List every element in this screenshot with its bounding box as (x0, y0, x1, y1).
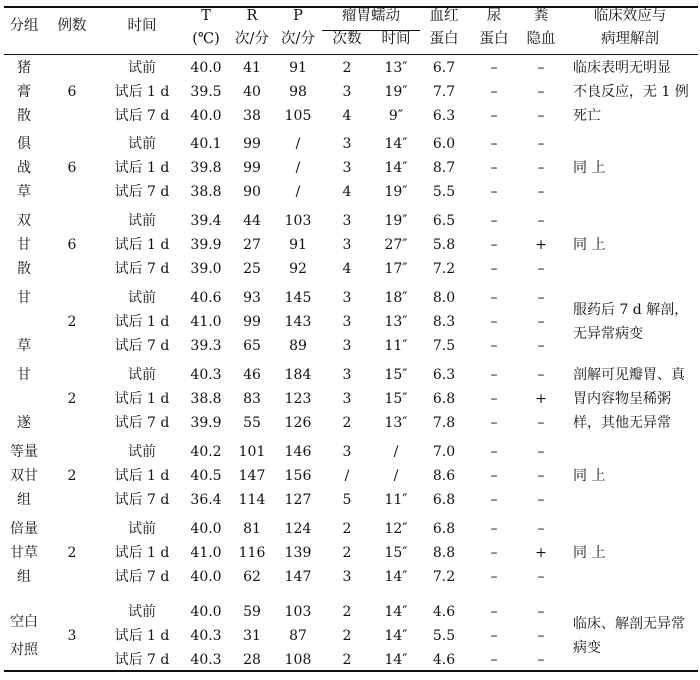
time-cell: 试后 7 d (114, 184, 170, 200)
rumen-count-cell: 3 (342, 84, 352, 100)
rumen-count-cell: 2 (342, 604, 352, 620)
temperature-cell: 40.0 (190, 604, 222, 620)
header-occult-blood: 隐血 (526, 31, 556, 47)
header-fecal: 粪 (533, 8, 549, 24)
clinical-note: 样，其他无异常 (573, 415, 671, 431)
group-name: 空白 (10, 614, 38, 630)
temperature-cell: 36.4 (190, 492, 222, 508)
group-name: 膏 (17, 84, 31, 100)
temperature-cell: 40.0 (190, 521, 222, 537)
time-cell: 试后 1 d (114, 160, 170, 176)
occult-blood-cell: – (537, 84, 545, 100)
group-name: 双甘 (10, 468, 38, 484)
respiration-cell: 81 (243, 521, 261, 537)
time-cell: 试前 (128, 604, 156, 620)
clinical-note: 同 上 (573, 237, 606, 253)
clinical-note: 同 上 (573, 160, 606, 176)
urine-protein-cell: – (490, 84, 498, 100)
respiration-cell: 101 (238, 444, 266, 460)
time-cell: 试后 7 d (114, 108, 170, 124)
bottom-rule (4, 670, 698, 672)
urine-protein-cell: – (490, 415, 498, 431)
time-cell: 试前 (128, 521, 156, 537)
rumen-time-cell: 19″ (384, 84, 408, 100)
urine-protein-cell: – (490, 628, 498, 644)
pulse-cell: 145 (284, 290, 312, 306)
group-name: 甘 (17, 290, 31, 306)
pulse-cell: / (295, 160, 301, 176)
occult-blood-cell: – (537, 415, 545, 431)
respiration-cell: 27 (243, 237, 261, 253)
urine-protein-cell: – (490, 60, 498, 76)
group-name: 组 (17, 492, 31, 508)
respiration-cell: 55 (243, 415, 261, 431)
header-clinical-effect: 临床效应与 (593, 8, 667, 24)
respiration-cell: 59 (243, 604, 261, 620)
temperature-cell: 40.3 (190, 367, 222, 383)
group-name: 散 (17, 261, 31, 277)
rumen-time-cell: 9″ (388, 108, 404, 124)
header-temperature: T (201, 8, 211, 24)
time-cell: 试后 7 d (114, 338, 170, 354)
sample-count: 6 (67, 84, 77, 100)
hemoglobin-cell: 5.5 (432, 628, 456, 644)
hemoglobin-cell: 6.8 (432, 492, 456, 508)
sample-count: 2 (67, 545, 77, 561)
group-name: 俱 (17, 136, 31, 152)
sample-count: 3 (67, 628, 77, 644)
sample-count: 2 (67, 391, 77, 407)
urine-protein-cell: – (490, 492, 498, 508)
respiration-cell: 90 (243, 184, 261, 200)
respiration-cell: 114 (238, 492, 266, 508)
rumen-time-cell: 17″ (384, 261, 408, 277)
rumen-time-cell: 14″ (384, 652, 408, 668)
clinical-note: 死亡 (573, 108, 601, 124)
header-rumen-count: 次数 (332, 31, 362, 47)
temperature-cell: 39.3 (190, 338, 222, 354)
pulse-cell: 87 (289, 628, 307, 644)
rumen-time-cell: 15″ (384, 367, 408, 383)
hemoglobin-cell: 8.3 (432, 314, 456, 330)
hemoglobin-cell: 8.7 (432, 160, 456, 176)
clinical-note: 无异常病变 (573, 326, 643, 342)
temperature-cell: 39.0 (190, 261, 222, 277)
urine-protein-cell: – (490, 184, 498, 200)
respiration-cell: 44 (243, 213, 261, 229)
sample-count: 2 (67, 314, 77, 330)
group-name: 散 (17, 108, 31, 124)
respiration-cell: 31 (243, 628, 261, 644)
pulse-cell: 139 (284, 545, 312, 561)
header-pulse-unit: 次/分 (281, 31, 315, 47)
header-time: 时间 (127, 18, 157, 34)
clinical-note: 胃内容物呈稀粥 (573, 391, 671, 407)
header-rumen-time: 时间 (381, 31, 411, 47)
rumen-time-cell: 12″ (384, 521, 408, 537)
rumen-time-cell: 27″ (384, 237, 408, 253)
pulse-cell: / (295, 136, 301, 152)
urine-protein-cell: – (490, 391, 498, 407)
urine-protein-cell: – (490, 237, 498, 253)
time-cell: 试后 1 d (114, 628, 170, 644)
rumen-time-cell: 13″ (384, 60, 408, 76)
group-name: 双 (17, 213, 31, 229)
respiration-cell: 116 (238, 545, 266, 561)
rumen-count-cell: 3 (342, 136, 352, 152)
rumen-count-cell: 2 (342, 628, 352, 644)
temperature-cell: 38.8 (190, 184, 222, 200)
occult-blood-cell: – (537, 136, 545, 152)
urine-protein-cell: – (490, 160, 498, 176)
group-name: 草 (17, 184, 31, 200)
respiration-cell: 83 (243, 391, 261, 407)
hemoglobin-cell: 6.3 (432, 367, 456, 383)
header-urine: 尿 (486, 8, 502, 24)
pulse-cell: 126 (284, 415, 312, 431)
rumen-time-cell: 14″ (384, 628, 408, 644)
group-name: 遂 (17, 415, 31, 431)
temperature-cell: 40.1 (190, 136, 222, 152)
time-cell: 试后 7 d (114, 492, 170, 508)
occult-blood-cell: + (535, 545, 547, 561)
occult-blood-cell: – (537, 444, 545, 460)
hemoglobin-cell: 6.0 (432, 136, 456, 152)
pulse-cell: 92 (289, 261, 307, 277)
temperature-cell: 40.2 (190, 444, 222, 460)
rumen-time-cell: 14″ (384, 604, 408, 620)
pulse-cell: 91 (289, 60, 307, 76)
rumen-count-cell: / (344, 468, 350, 484)
hemoglobin-cell: 5.5 (432, 184, 456, 200)
urine-protein-cell: – (490, 468, 498, 484)
group-name: 对照 (10, 642, 38, 658)
occult-blood-cell: – (537, 60, 545, 76)
pulse-cell: 124 (284, 521, 312, 537)
clinical-note: 临床表明无明显 (573, 60, 671, 76)
occult-blood-cell: – (537, 521, 545, 537)
rumen-time-cell: / (393, 468, 399, 484)
temperature-cell: 41.0 (190, 314, 222, 330)
urine-protein-cell: – (490, 314, 498, 330)
time-cell: 试前 (128, 367, 156, 383)
occult-blood-cell: – (537, 290, 545, 306)
rumen-time-cell: 14″ (384, 569, 408, 585)
header-count: 例数 (57, 18, 87, 34)
rumen-time-cell: 14″ (384, 160, 408, 176)
time-cell: 试前 (128, 136, 156, 152)
rumen-time-cell: 19″ (384, 184, 408, 200)
rumen-count-cell: 2 (342, 652, 352, 668)
rumen-count-cell: 3 (342, 338, 352, 354)
respiration-cell: 99 (243, 160, 261, 176)
respiration-cell: 147 (238, 468, 266, 484)
hemoglobin-cell: 7.7 (432, 84, 456, 100)
pulse-cell: 103 (284, 213, 312, 229)
temperature-cell: 40.5 (190, 468, 222, 484)
hemoglobin-cell: 8.6 (432, 468, 456, 484)
occult-blood-cell: – (537, 569, 545, 585)
temperature-cell: 39.9 (190, 237, 222, 253)
urine-protein-cell: – (490, 108, 498, 124)
respiration-cell: 62 (243, 569, 261, 585)
hemoglobin-cell: 7.2 (432, 261, 456, 277)
hemoglobin-cell: 5.8 (432, 237, 456, 253)
respiration-cell: 38 (243, 108, 261, 124)
pulse-cell: 103 (284, 604, 312, 620)
rumen-time-cell: 15″ (384, 545, 408, 561)
hemoglobin-cell: 8.0 (432, 290, 456, 306)
occult-blood-cell: – (537, 314, 545, 330)
urine-protein-cell: – (490, 136, 498, 152)
urine-protein-cell: – (490, 338, 498, 354)
time-cell: 试后 1 d (114, 237, 170, 253)
urine-protein-cell: – (490, 290, 498, 306)
group-name: 等量 (10, 444, 38, 460)
hemoglobin-cell: 8.8 (432, 545, 456, 561)
pulse-cell: 91 (289, 237, 307, 253)
group-name: 甘 (17, 237, 31, 253)
occult-blood-cell: – (537, 261, 545, 277)
urine-protein-cell: – (490, 652, 498, 668)
group-name: 组 (17, 569, 31, 585)
temperature-cell: 39.4 (190, 213, 222, 229)
hemoglobin-cell: 7.8 (432, 415, 456, 431)
temperature-cell: 40.0 (190, 569, 222, 585)
pulse-cell: 143 (284, 314, 312, 330)
temperature-cell: 40.0 (190, 60, 222, 76)
header-hemoglobin: 血红 (429, 8, 459, 24)
respiration-cell: 25 (243, 261, 261, 277)
temperature-cell: 39.9 (190, 415, 222, 431)
occult-blood-cell: – (537, 468, 545, 484)
temperature-cell: 40.0 (190, 108, 222, 124)
hemoglobin-cell: 4.6 (432, 604, 456, 620)
header-group: 分组 (9, 18, 39, 34)
respiration-cell: 99 (243, 314, 261, 330)
respiration-cell: 93 (243, 290, 261, 306)
rumen-count-cell: 3 (342, 314, 352, 330)
temperature-cell: 39.5 (190, 84, 222, 100)
clinical-note: 不良反应，无 1 例 (573, 84, 689, 100)
hemoglobin-cell: 6.5 (432, 213, 456, 229)
time-cell: 试前 (128, 213, 156, 229)
rumen-time-cell: / (393, 444, 399, 460)
respiration-cell: 41 (243, 60, 261, 76)
header-urine-protein: 蛋白 (479, 31, 509, 47)
pulse-cell: 108 (284, 652, 312, 668)
occult-blood-cell: – (537, 108, 545, 124)
rumen-count-cell: 3 (342, 213, 352, 229)
time-cell: 试后 1 d (114, 391, 170, 407)
header-respiration-unit: 次/分 (235, 31, 269, 47)
header-hemoglobin-2: 蛋白 (429, 31, 459, 47)
occult-blood-cell: – (537, 604, 545, 620)
rumen-count-cell: 2 (342, 415, 352, 431)
rumen-count-cell: 3 (342, 391, 352, 407)
clinical-note: 病变 (573, 640, 601, 656)
respiration-cell: 99 (243, 136, 261, 152)
respiration-cell: 65 (243, 338, 261, 354)
pulse-cell: 123 (284, 391, 312, 407)
time-cell: 试后 7 d (114, 261, 170, 277)
occult-blood-cell: – (537, 213, 545, 229)
hemoglobin-cell: 7.0 (432, 444, 456, 460)
occult-blood-cell: – (537, 492, 545, 508)
respiration-cell: 40 (243, 84, 261, 100)
pulse-cell: 98 (289, 84, 307, 100)
urine-protein-cell: – (490, 261, 498, 277)
occult-blood-cell: – (537, 184, 545, 200)
time-cell: 试前 (128, 444, 156, 460)
rumen-time-cell: 13″ (384, 415, 408, 431)
urine-protein-cell: – (490, 367, 498, 383)
time-cell: 试后 7 d (114, 415, 170, 431)
temperature-cell: 40.3 (190, 628, 222, 644)
clinical-note: 服药后 7 d 解剖， (573, 302, 689, 318)
temperature-cell: 40.3 (190, 652, 222, 668)
urine-protein-cell: – (490, 569, 498, 585)
clinical-note: 同 上 (573, 545, 606, 561)
hemoglobin-cell: 6.3 (432, 108, 456, 124)
group-name: 猪 (17, 60, 31, 76)
clinical-note: 临床、解剖无异常 (573, 616, 685, 632)
sample-count: 6 (67, 237, 77, 253)
rumen-count-cell: 2 (342, 60, 352, 76)
hemoglobin-cell: 7.5 (432, 338, 456, 354)
rumen-time-cell: 19″ (384, 213, 408, 229)
pulse-cell: 105 (284, 108, 312, 124)
time-cell: 试后 1 d (114, 314, 170, 330)
occult-blood-cell: – (537, 628, 545, 644)
sample-count: 6 (67, 160, 77, 176)
group-name: 倍量 (10, 521, 38, 537)
time-cell: 试后 1 d (114, 468, 170, 484)
header-rumen-motility: 瘤胃蠕动 (342, 8, 400, 24)
time-cell: 试后 7 d (114, 652, 170, 668)
occult-blood-cell: – (537, 652, 545, 668)
temperature-cell: 41.0 (190, 545, 222, 561)
urine-protein-cell: – (490, 521, 498, 537)
rumen-count-cell: 4 (342, 184, 352, 200)
hemoglobin-cell: 4.6 (432, 652, 456, 668)
respiration-cell: 28 (243, 652, 261, 668)
rumen-count-cell: 3 (342, 290, 352, 306)
rumen-count-cell: 2 (342, 521, 352, 537)
header-respiration: R (246, 8, 258, 24)
rumen-count-cell: 4 (342, 108, 352, 124)
time-cell: 试后 1 d (114, 545, 170, 561)
group-name: 草 (17, 338, 31, 354)
pulse-cell: 147 (284, 569, 312, 585)
hemoglobin-cell: 6.8 (432, 521, 456, 537)
rumen-count-cell: 3 (342, 444, 352, 460)
hemoglobin-cell: 6.7 (432, 60, 456, 76)
rumen-time-cell: 18″ (384, 290, 408, 306)
clinical-note: 同 上 (573, 468, 606, 484)
urine-protein-cell: – (490, 545, 498, 561)
hemoglobin-cell: 6.8 (432, 391, 456, 407)
rumen-time-cell: 13″ (384, 314, 408, 330)
pulse-cell: / (295, 184, 301, 200)
rumen-count-cell: 5 (342, 492, 352, 508)
temperature-cell: 39.8 (190, 160, 222, 176)
occult-blood-cell: – (537, 338, 545, 354)
temperature-cell: 40.6 (190, 290, 222, 306)
occult-blood-cell: + (535, 391, 547, 407)
rumen-count-cell: 2 (342, 545, 352, 561)
time-cell: 试后 1 d (114, 84, 170, 100)
pulse-cell: 146 (284, 444, 312, 460)
occult-blood-cell: – (537, 367, 545, 383)
clinical-note: 剖解可见瓣胃、真 (573, 367, 685, 383)
group-name: 甘草 (10, 545, 38, 561)
rumen-time-cell: 14″ (384, 136, 408, 152)
pulse-cell: 127 (284, 492, 312, 508)
pulse-cell: 184 (284, 367, 312, 383)
header-temperature-unit: (℃) (192, 31, 220, 47)
pulse-cell: 89 (289, 338, 307, 354)
header-bottom-rule (4, 54, 698, 55)
time-cell: 试前 (128, 290, 156, 306)
group-name: 战 (17, 160, 31, 176)
header-pathology: 病理解剖 (601, 31, 659, 47)
occult-blood-cell: – (537, 160, 545, 176)
rumen-count-cell: 3 (342, 569, 352, 585)
rumen-time-cell: 11″ (384, 492, 408, 508)
temperature-cell: 38.8 (190, 391, 222, 407)
rumen-time-cell: 15″ (384, 391, 408, 407)
rumen-count-cell: 3 (342, 367, 352, 383)
header-pulse: P (293, 8, 303, 24)
respiration-cell: 46 (243, 367, 261, 383)
sample-count: 2 (67, 468, 77, 484)
time-cell: 试后 7 d (114, 569, 170, 585)
hemoglobin-cell: 7.2 (432, 569, 456, 585)
pulse-cell: 156 (284, 468, 312, 484)
rumen-time-cell: 11″ (384, 338, 408, 354)
rumen-count-cell: 4 (342, 261, 352, 277)
time-cell: 试前 (128, 60, 156, 76)
urine-protein-cell: – (490, 604, 498, 620)
rumen-count-cell: 3 (342, 160, 352, 176)
urine-protein-cell: – (490, 213, 498, 229)
group-name: 甘 (17, 367, 31, 383)
rumen-count-cell: 3 (342, 237, 352, 253)
urine-protein-cell: – (490, 444, 498, 460)
occult-blood-cell: + (535, 237, 547, 253)
